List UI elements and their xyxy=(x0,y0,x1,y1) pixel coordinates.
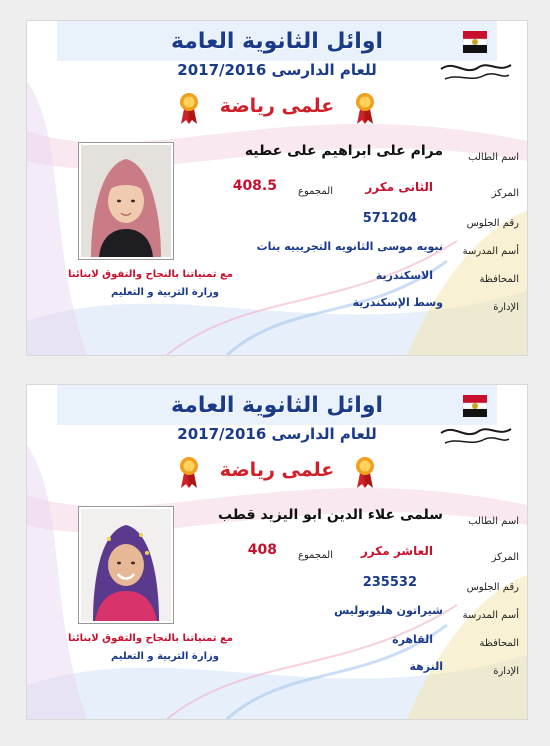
administration-label: الإدارة xyxy=(493,302,519,313)
rank-value-wrap xyxy=(361,540,433,559)
school-row xyxy=(463,239,519,258)
total-label: المجموع xyxy=(298,186,333,197)
student-name-value: مرام على ابراهيم على عطيه xyxy=(244,143,443,159)
administration-label: الإدارة xyxy=(493,666,519,677)
wish-text: مع تمنياتنا بالنجاح والتفوق لابنائنا xyxy=(68,269,233,280)
administration-row xyxy=(493,659,519,678)
certificate-card-2 xyxy=(26,384,528,720)
rank-label: المركز xyxy=(491,552,519,563)
header-year-value: 2017/2016 xyxy=(177,61,267,79)
governorate-label: المحافظة xyxy=(479,638,519,649)
total-label: المجموع xyxy=(298,550,333,561)
administration-value-wrap xyxy=(353,291,443,310)
governorate-row xyxy=(480,631,519,650)
seat-value-wrap xyxy=(363,571,417,590)
header-title: اوائل الثانوية العامة xyxy=(170,393,384,418)
rank-value: الثانى مكرر xyxy=(365,180,433,194)
total-value-wrap xyxy=(233,175,277,194)
total-value: 408 xyxy=(247,542,277,558)
governorate-value-wrap xyxy=(392,628,433,647)
rank-value: العاشر مكرر xyxy=(360,544,433,558)
administration-value: وسط الإسكندرية xyxy=(352,296,443,309)
total-value-wrap xyxy=(248,539,277,558)
seat-row xyxy=(467,575,519,594)
track-title: علمى رياضة xyxy=(219,95,335,117)
track-row xyxy=(27,455,527,491)
student-name-label: اسم الطالب xyxy=(468,152,519,163)
seat-row xyxy=(467,211,519,230)
school-value: نبويه موسى الثانويه التجريبيه بنات xyxy=(256,240,443,253)
header-year xyxy=(27,425,527,443)
ministry-name: وزارة التربية و التعليم xyxy=(110,651,219,662)
administration-row xyxy=(493,295,519,314)
student-name-row xyxy=(468,509,519,528)
governorate-row xyxy=(480,267,519,286)
governorate-value-wrap xyxy=(376,264,433,283)
governorate-label: المحافظة xyxy=(479,274,519,285)
student-photo xyxy=(79,143,173,259)
student-name-value-wrap xyxy=(218,504,443,523)
school-value: شيراتون هليوبوليس xyxy=(334,604,443,617)
rank-label: المركز xyxy=(491,188,519,199)
header-year-value: 2017/2016 xyxy=(177,425,267,443)
total-label-wrap xyxy=(298,179,333,198)
student-name-row xyxy=(468,145,519,164)
school-value-wrap xyxy=(334,599,443,618)
student-name-value: سلمى علاء الدين ابو اليزيد قطب xyxy=(217,507,443,523)
seat-value-wrap xyxy=(363,207,417,226)
seat-value: 235532 xyxy=(362,575,417,590)
ministry-name: وزارة التربية و التعليم xyxy=(110,287,219,298)
certificate-card-1 xyxy=(26,20,528,356)
student-photo xyxy=(79,507,173,623)
header-title: اوائل الثانوية العامة xyxy=(170,29,384,54)
track-row xyxy=(27,91,527,127)
school-value-wrap xyxy=(257,235,443,254)
student-name-value-wrap xyxy=(245,140,443,159)
school-label: أسم المدرسة xyxy=(462,246,519,257)
rank-row xyxy=(492,181,519,200)
seat-value: 571204 xyxy=(362,211,417,226)
student-name-label: اسم الطالب xyxy=(468,516,519,527)
medal-icon xyxy=(355,91,375,125)
rank-row xyxy=(492,545,519,564)
seat-label: رقم الجلوس xyxy=(466,218,519,229)
header-year-prefix: للعام الدارسى xyxy=(271,61,377,79)
seat-label: رقم الجلوس xyxy=(466,582,519,593)
track-title: علمى رياضة xyxy=(219,459,335,481)
wish-text: مع تمنياتنا بالنجاح والتفوق لابنائنا xyxy=(68,633,233,644)
total-value: 408.5 xyxy=(232,178,277,194)
medal-icon xyxy=(355,455,375,489)
total-label-wrap xyxy=(298,543,333,562)
header-year-prefix: للعام الدارسى xyxy=(271,425,377,443)
administration-value-wrap xyxy=(409,655,443,674)
rank-value-wrap xyxy=(365,176,433,195)
governorate-value: القاهرة xyxy=(392,633,433,646)
school-label: أسم المدرسة xyxy=(462,610,519,621)
header-year xyxy=(27,61,527,79)
school-row xyxy=(463,603,519,622)
governorate-value: الاسكندرية xyxy=(375,269,433,282)
administration-value: النزهة xyxy=(409,660,443,673)
